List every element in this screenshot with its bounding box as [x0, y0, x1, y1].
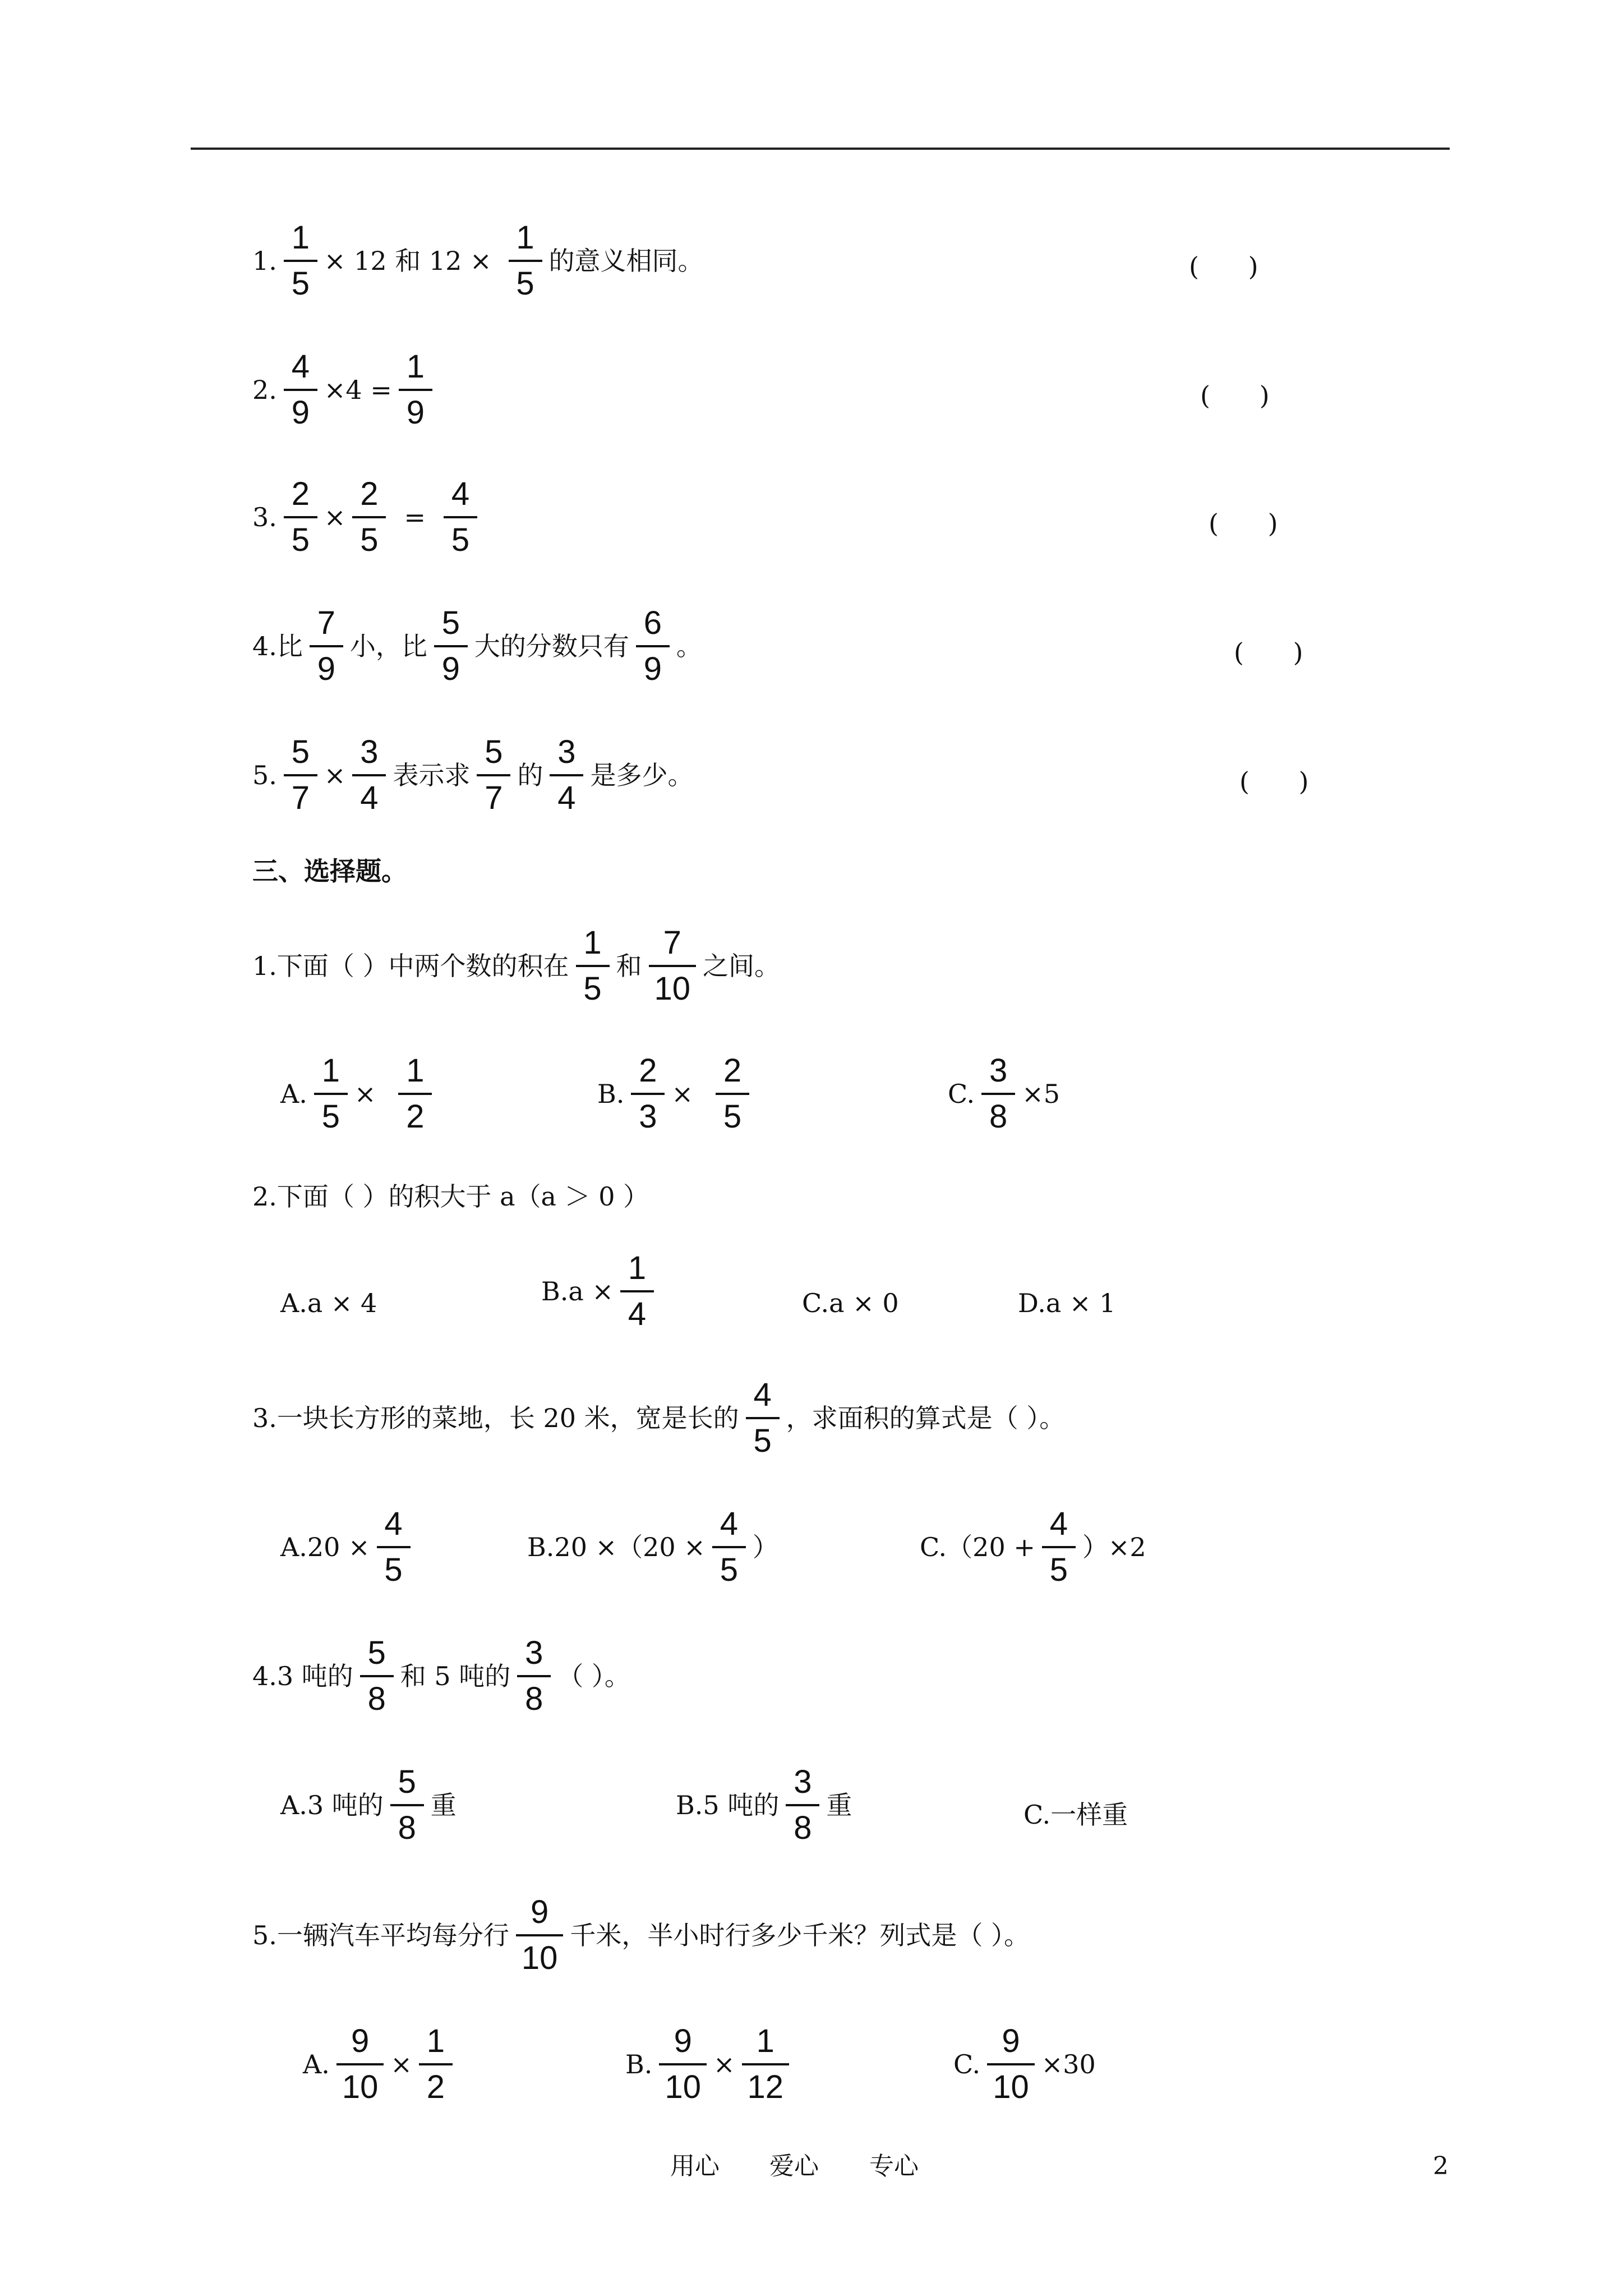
option-label: C. — [953, 2049, 981, 2079]
fraction: $\frac{2}{5}$ — [716, 1055, 749, 1133]
fraction: $\frac{1}{12}$ — [742, 2025, 790, 2104]
operator: × — [354, 1079, 376, 1109]
fraction: $\frac{9}{10}$ — [336, 2025, 384, 2104]
operator: × — [390, 2049, 412, 2079]
q-text: （ ）。 — [557, 1661, 630, 1691]
fraction: $\frac{5}{9}$ — [434, 607, 468, 685]
q-number: 4.比 — [252, 631, 303, 661]
choice-q3-option-b[interactable] — [527, 1508, 778, 1586]
choice-q5-option-a[interactable] — [303, 2025, 459, 2104]
option-label: B.a × — [541, 1276, 614, 1306]
fraction: $\frac{4}{5}$ — [444, 478, 477, 556]
choice-q2: 2.下面（ ）的积大于 a（a ＞ 0 ） — [252, 1181, 649, 1212]
option-label: A.3 吨的 — [280, 1790, 384, 1820]
fraction: $\frac{4}{5}$ — [746, 1379, 780, 1457]
fraction: $\frac{3}{8}$ — [981, 1055, 1015, 1133]
choice-q4-option-b[interactable] — [676, 1766, 852, 1844]
option-label: B.20 ×（20 × — [527, 1532, 706, 1562]
fraction: $\frac{3}{4}$ — [550, 736, 583, 815]
q-number: 5. — [252, 760, 277, 790]
choice-q2-option-a[interactable]: A.a × 4 — [280, 1288, 377, 1318]
option-text: ）×2 — [1082, 1532, 1146, 1562]
q-text: 之间。 — [703, 951, 781, 981]
q-text: 大的分数只有 — [474, 631, 629, 661]
option-label: C. — [948, 1079, 975, 1109]
q-text: 的意义相同。 — [548, 246, 704, 276]
option-label: B. — [597, 1079, 625, 1109]
choice-q3-option-a[interactable] — [280, 1508, 417, 1586]
operator: × — [671, 1079, 693, 1109]
fraction: $\frac{2}{5}$ — [284, 478, 317, 556]
fraction: $\frac{1}{5}$ — [576, 927, 610, 1005]
q-number: 1. — [252, 246, 277, 276]
fraction: $\frac{5}{8}$ — [360, 1637, 394, 1715]
option-text: 重 — [430, 1790, 457, 1820]
option-text: ×30 — [1041, 2049, 1096, 2079]
q-text: 的 — [517, 760, 543, 790]
answer-paren[interactable]: ( ) — [1209, 508, 1278, 539]
judge-q4 — [252, 607, 702, 685]
judge-q5 — [252, 736, 693, 815]
q-text: ×4 = — [324, 375, 392, 405]
choice-q2-option-b[interactable] — [541, 1252, 661, 1331]
option-text: ） — [752, 1532, 778, 1562]
fraction: $\frac{1}{2}$ — [398, 1055, 432, 1133]
fraction: $\frac{6}{9}$ — [636, 607, 670, 685]
option-label: A. — [280, 1079, 307, 1109]
answer-paren[interactable]: ( ) — [1234, 637, 1303, 668]
fraction: $\frac{4}{5}$ — [712, 1508, 746, 1586]
footer-motto-3: 专心 — [869, 2152, 919, 2180]
fraction: $\frac{5}{8}$ — [390, 1766, 424, 1844]
q-text: ，求面积的算式是（ ）。 — [786, 1403, 1066, 1433]
fraction: $\frac{1}{2}$ — [419, 2025, 453, 2104]
q-text: = — [404, 502, 426, 532]
operator: × — [713, 2049, 735, 2079]
q-number: 3. — [252, 502, 277, 532]
option-label: B.5 吨的 — [676, 1790, 780, 1820]
judge-q3 — [252, 478, 484, 556]
choice-q4 — [252, 1637, 630, 1715]
fraction: $\frac{1}{5}$ — [284, 222, 317, 300]
q-text: 是多少。 — [590, 760, 694, 790]
page-number: 2 — [1433, 2152, 1449, 2180]
judge-q1 — [252, 219, 704, 302]
q-text: 。 — [676, 631, 702, 661]
choice-q5-option-c[interactable] — [953, 2025, 1096, 2104]
q-text: × — [324, 760, 346, 790]
choice-q1-option-a[interactable] — [280, 1052, 439, 1135]
fraction: $\frac{7}{10}$ — [649, 927, 697, 1005]
choice-q3-option-c[interactable] — [920, 1508, 1146, 1586]
option-text: 重 — [826, 1790, 852, 1820]
q-text: 小，比 — [349, 631, 427, 661]
q-number: 2. — [252, 375, 277, 405]
q-text: 5.一辆汽车平均每分行 — [252, 1920, 509, 1950]
option-label: C.（20 + — [920, 1532, 1035, 1562]
fraction: $\frac{9}{10}$ — [516, 1896, 564, 1975]
choice-q4-option-c[interactable]: C.一样重 — [1023, 1800, 1128, 1830]
fraction: $\frac{3}{4}$ — [352, 736, 386, 815]
footer-motto-2: 爱心 — [769, 2152, 819, 2180]
q-text: 1.下面（ ）中两个数的积在 — [252, 951, 569, 981]
header-rule — [191, 148, 1450, 150]
q-text: 表示求 — [393, 760, 471, 790]
q-text: 千米，半小时行多少千米？列式是（ ）。 — [570, 1920, 1030, 1950]
answer-paren[interactable]: ( ) — [1200, 380, 1270, 411]
choice-q1-option-c[interactable] — [948, 1052, 1060, 1135]
q-text: × — [324, 502, 346, 532]
fraction: $\frac{2}{3}$ — [631, 1055, 665, 1133]
option-label: B. — [625, 2049, 653, 2079]
q-text: 4.3 吨的 — [252, 1661, 353, 1691]
footer-motto-1: 用心 — [670, 2152, 720, 2180]
option-label: A.20 × — [280, 1532, 370, 1562]
section-heading: 三、选择题。 — [252, 856, 407, 886]
judge-q2 — [252, 348, 439, 431]
fraction: $\frac{4}{5}$ — [377, 1508, 411, 1586]
answer-paren[interactable]: ( ) — [1239, 766, 1309, 797]
q-text: 和 — [616, 951, 642, 981]
fraction: $\frac{2}{5}$ — [352, 478, 386, 556]
fraction: $\frac{1}{4}$ — [620, 1252, 654, 1331]
choice-q3 — [252, 1379, 1065, 1457]
option-text: ×5 — [1022, 1079, 1060, 1109]
q-text: 和 5 吨的 — [400, 1661, 511, 1691]
choice-q5 — [252, 1896, 1030, 1975]
fraction: $\frac{9}{10}$ — [987, 2025, 1035, 2104]
choice-q2-option-c[interactable]: C.a × 0 — [802, 1288, 899, 1318]
fraction: $\frac{4}{9}$ — [284, 351, 317, 429]
fraction: $\frac{1}{5}$ — [509, 222, 542, 300]
choice-q1 — [252, 924, 781, 1007]
choice-q4-option-a[interactable] — [280, 1766, 457, 1844]
choice-q1-option-b[interactable] — [597, 1052, 756, 1135]
q-text: 3.一块长方形的菜地，长 20 米，宽是长的 — [252, 1403, 739, 1433]
q-text: × 12 和 12 × — [324, 246, 492, 276]
fraction: $\frac{4}{5}$ — [1042, 1508, 1076, 1586]
choice-q2-option-d[interactable]: D.a × 1 — [1018, 1288, 1116, 1318]
answer-paren[interactable]: ( ) — [1189, 251, 1258, 282]
fraction: $\frac{5}{7}$ — [477, 736, 510, 815]
fraction: $\frac{1}{5}$ — [314, 1055, 348, 1133]
fraction: $\frac{5}{7}$ — [284, 736, 317, 815]
fraction: $\frac{3}{8}$ — [786, 1766, 819, 1844]
fraction: $\frac{1}{9}$ — [399, 351, 432, 429]
fraction: $\frac{3}{8}$ — [517, 1637, 551, 1715]
fraction: $\frac{9}{10}$ — [659, 2025, 707, 2104]
choice-q5-option-b[interactable] — [625, 2025, 796, 2104]
fraction: $\frac{7}{9}$ — [310, 607, 343, 685]
option-label: A. — [303, 2049, 330, 2079]
